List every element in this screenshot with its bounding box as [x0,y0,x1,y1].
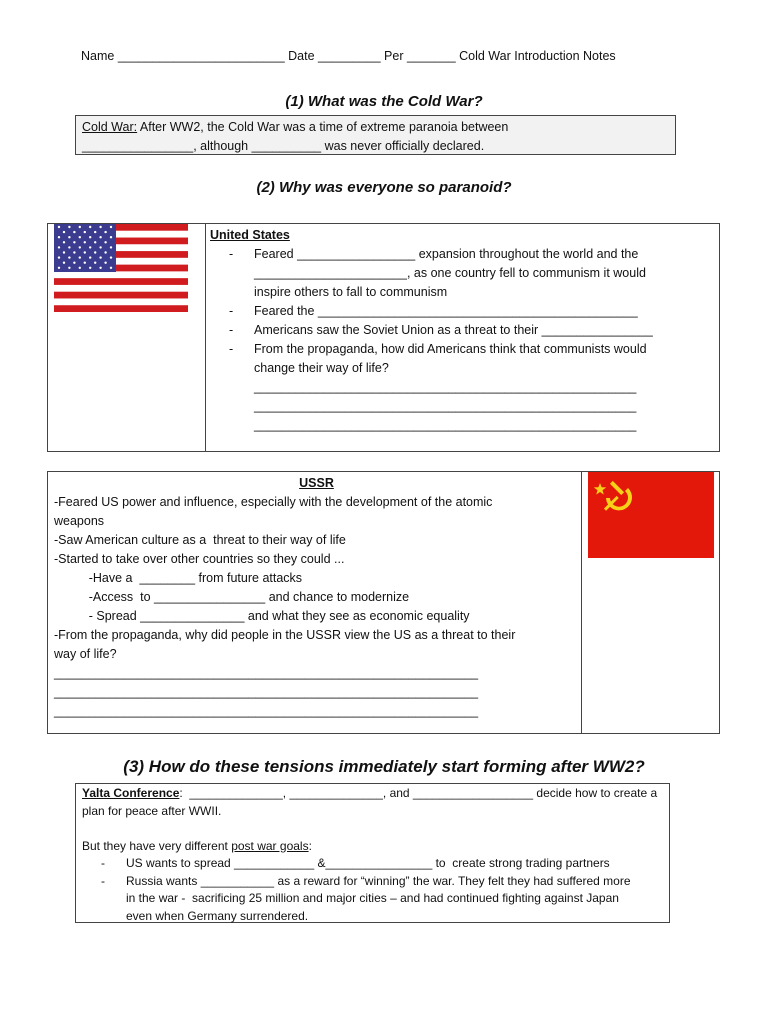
bullet-line: inspire others to fall to communism [254,285,448,299]
bullet-item [210,302,710,321]
bullet-dash: - [229,323,234,337]
ussr-line: - Spread _______________ and what they see as economic equality [54,609,470,623]
ussr-line: -Have a ________ from future attacks [54,571,303,585]
us-box-divider [205,224,206,451]
ussr-line: _____________________________________________________________ [54,666,479,680]
question-2: (2) Why was everyone so paranoid? [256,179,512,196]
bullet-item [210,245,710,302]
yalta-line1: : ______________, ______________, and __________________ decide how to create a [179,786,658,800]
ussr-line: -Access to ________________ and chance to modernize [54,590,410,604]
ussr-line: _____________________________________________________________ [54,704,479,718]
ussr-line: way of life? [54,647,117,661]
ussr-line: -Started to take over other countries so they could ... [54,552,345,566]
bullet-line: Russia wants ___________ as a reward for “winning” the war. They felt they had suffered more [126,873,631,888]
bullet-dash: - [101,856,105,870]
cold-war-definition-line2: ________________, although __________ was never officially declared. [82,139,485,153]
ussr-line: _____________________________________________________________ [54,685,479,699]
worksheet-header: Name ________________________ Date _________ Per _______ Cold War Introduction Notes [81,49,616,63]
ussr-line: weapons [54,514,105,528]
bullet-dash: - [229,342,234,356]
ussr-line: -Saw American culture as a threat to their way of life [54,533,346,547]
bullet-line: in the war - sacrificing 25 million and major cities – and had continued fighting against Japan [126,891,619,905]
bullet-item [210,321,710,340]
bullet-item [210,340,710,435]
ussr-title: USSR [299,476,334,490]
bullet-item [82,855,663,873]
ussr-line: -From the propaganda, why did people in the USSR view the US as a threat to their [54,628,516,642]
yalta-line2: plan for peace after WWII. [82,803,222,818]
us-box [47,223,720,452]
ussr-text [54,493,579,721]
bullet-line: Feared the ______________________________________________ [254,304,638,318]
goals-term: post war goals [231,838,309,853]
bullet-line: _______________________________________________________ [254,380,637,394]
question-1: (1) What was the Cold War? [285,93,483,110]
bullet-dash: - [229,304,234,318]
bullet-line: Feared _________________ expansion throughout the world and the [254,247,639,261]
bullet-line: even when Germany surrendered. [126,908,309,923]
bullet-line: change their way of life? [254,361,389,375]
bullet-item [82,873,663,926]
ussr-box [47,471,720,734]
yalta-box [75,783,670,923]
us-title: United States [210,228,290,242]
ussr-box-divider [581,472,582,733]
bullet-line: ______________________, as one country fell to communism it would [254,266,646,280]
ussr-line: -Feared US power and influence, especially with the development of the atomic [54,495,493,509]
bullet-dash: - [101,873,105,888]
bullet-line: From the propaganda, how did Americans think that communists would [254,342,647,356]
question-3: (3) How do these tensions immediately start forming after WW2? [123,757,645,776]
bullet-line: _______________________________________________________ [254,418,637,432]
cold-war-definition-line1: After WW2, the Cold War was a time of extreme paranoia between [137,120,509,134]
goals-prefix: But they have very different [82,838,232,853]
yalta-term: Yalta Conference [82,786,180,800]
bullet-line: Americans saw the Soviet Union as a threat to their ________________ [254,323,653,337]
bullet-line: US wants to spread ____________ &________________ to create strong trading partners [126,856,610,870]
us-flag-image [54,224,188,312]
bullet-line: _______________________________________________________ [254,399,637,413]
goals-bullet-list [82,855,663,925]
us-bullet-list [210,245,710,435]
goals-suffix: : [308,838,312,853]
cold-war-definition-box [75,115,676,155]
soviet-flag-image [588,472,714,558]
bullet-dash: - [229,247,234,261]
cold-war-term: Cold War: [82,120,138,134]
